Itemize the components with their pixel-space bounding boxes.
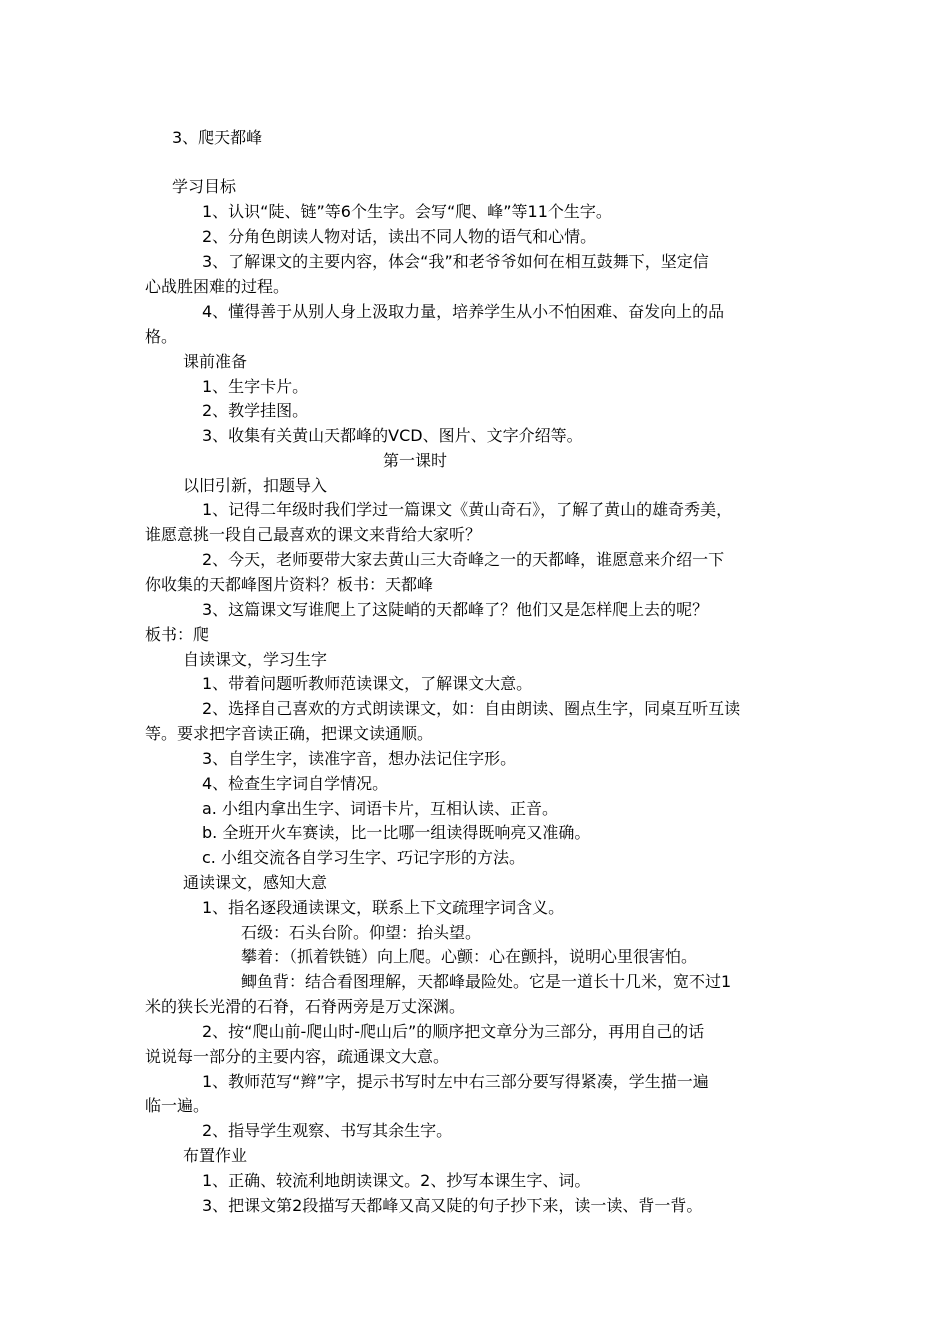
intro-item: 1、记得二年级时我们学过一篇课文《黄山奇石》，了解了黄山的雄奇秀美， <box>202 500 733 519</box>
homework-item: 1、正确、较流利地朗读课文。2、抄写本课生字、词。 <box>202 1171 591 1190</box>
intro-item: 2、今天，老师要带大家去黄山三大奇峰之一的天都峰，谁愿意来介绍一下 <box>202 550 725 569</box>
goal-item: 2、分角色朗读人物对话，读出不同人物的语气和心情。 <box>202 227 597 246</box>
intro-item: 谁愿意挑一段自己最喜欢的课文来背给大家听？ <box>145 525 482 544</box>
prep-heading: 课前准备 <box>183 352 248 371</box>
selfread-item: a. 小组内拿出生字、词语卡片，互相认读、正音。 <box>202 799 558 818</box>
selfread-item: 等。要求把字音读正确，把课文读通顺。 <box>145 724 434 743</box>
read-item: 攀着：（抓着铁链）向上爬。心颤：心在颤抖，说明心里很害怕。 <box>241 947 698 966</box>
selfread-item: 3、自学生字，读准字音，想办法记住字形。 <box>202 749 517 768</box>
prep-item: 2、教学挂图。 <box>202 401 309 420</box>
goal-item: 格。 <box>145 327 178 346</box>
goal-item: 3、了解课文的主要内容，体会“我”和老爷爷如何在相互鼓舞下，坚定信 <box>202 252 709 271</box>
goals-heading: 学习目标 <box>172 177 237 196</box>
homework-heading: 布置作业 <box>183 1146 248 1165</box>
read-item: 说说每一部分的主要内容，疏通课文大意。 <box>145 1047 450 1066</box>
homework-item: 3、把课文第2段描写天都峰又高又陡的句子抄下来，读一读、背一背。 <box>202 1196 703 1215</box>
selfread-heading: 自读课文，学习生字 <box>183 650 328 669</box>
goal-item: 心战胜困难的过程。 <box>145 277 290 296</box>
read-item: 1、教师范写“辫”字，提示书写时左中右三部分要写得紧凑，学生描一遍 <box>202 1072 709 1091</box>
intro-item: 你收集的天都峰图片资料？板书：天都峰 <box>145 575 434 594</box>
period-heading: 第一课时 <box>383 451 448 470</box>
read-item: 2、按“爬山前-爬山时-爬山后”的顺序把文章分为三部分，再用自己的话 <box>202 1022 705 1041</box>
lesson-title: 3、爬天都峰 <box>172 128 263 147</box>
goal-item: 4、懂得善于从别人身上汲取力量，培养学生从小不怕困难、奋发向上的品 <box>202 302 725 321</box>
prep-item: 3、收集有关黄山天都峰的VCD、图片、文字介绍等。 <box>202 426 583 445</box>
prep-item: 1、生字卡片。 <box>202 377 309 396</box>
read-item: 鲫鱼背：结合看图理解，天都峰最险处。它是一道长十几米，宽不过1 <box>241 972 732 991</box>
read-item: 石级：石头台阶。仰望：抬头望。 <box>241 923 482 942</box>
goal-item: 1、认识“陡、链”等6个生字。会写“爬、峰”等11个生字。 <box>202 202 612 221</box>
intro-item: 3、这篇课文写谁爬上了这陡峭的天都峰了？他们又是怎样爬上去的呢？ <box>202 600 709 619</box>
selfread-item: 4、检查生字词自学情况。 <box>202 774 389 793</box>
read-heading: 通读课文，感知大意 <box>183 873 328 892</box>
read-item: 临一遍。 <box>145 1096 210 1115</box>
intro-heading: 以旧引新，扣题导入 <box>183 476 328 495</box>
selfread-item: 1、带着问题听教师范读课文，了解课文大意。 <box>202 674 533 693</box>
read-item: 米的狭长光滑的石脊，石脊两旁是万丈深渊。 <box>145 997 466 1016</box>
selfread-item: b. 全班开火车赛读，比一比哪一组读得既响亮又准确。 <box>202 823 591 842</box>
read-item: 1、指名逐段通读课文，联系上下文疏理字词含义。 <box>202 898 565 917</box>
selfread-item: c. 小组交流各自学习生字、巧记字形的方法。 <box>202 848 525 867</box>
intro-item: 板书：爬 <box>145 625 210 644</box>
read-item: 2、指导学生观察、书写其余生字。 <box>202 1121 453 1140</box>
selfread-item: 2、选择自己喜欢的方式朗读课文，如：自由朗读、圈点生字，同桌互听互读 <box>202 699 741 718</box>
